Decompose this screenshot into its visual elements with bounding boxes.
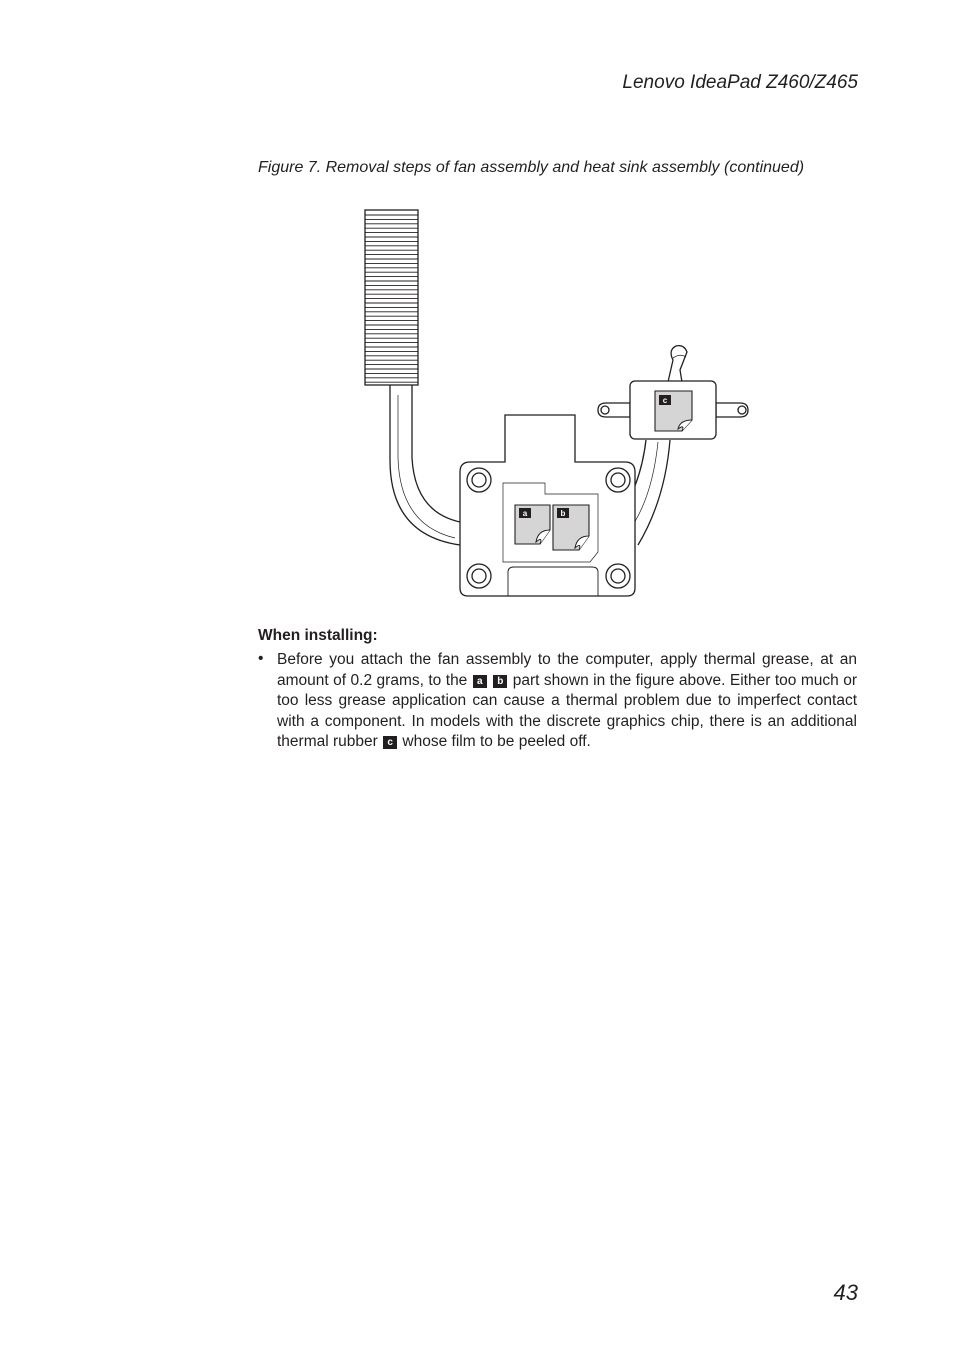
when-installing-heading: When installing: <box>258 627 378 644</box>
radiator-fins <box>365 210 418 385</box>
instruction-text-part-2: part shown in the figure above. Either too much or too less grease application can cause a thermal problem due to imperfect contact with a component. In models with the discrete graphics chip, there is an additional thermal rubber <box>277 671 857 751</box>
thermal-rubber-c <box>655 391 692 431</box>
label-b: b <box>560 509 566 518</box>
bullet-marker: • <box>258 650 264 667</box>
inline-label-b: b <box>493 675 507 688</box>
page-header-title: Lenovo IdeaPad Z460/Z465 <box>622 72 858 93</box>
instruction-text-part-1: Before you attach the fan assembly to the computer, apply thermal grease, at an amount of 0.2 grams, to the <box>277 651 857 689</box>
figure-caption: Figure 7. Removal steps of fan assembly and heat sink assembly (continued) <box>258 159 805 176</box>
page-number: 43 <box>833 1280 858 1305</box>
label-c: c <box>662 396 668 405</box>
installing-instructions <box>277 650 857 753</box>
inline-label-a: a <box>473 675 487 688</box>
inline-label-c: c <box>383 736 397 749</box>
heat-sink-diagram <box>340 200 760 605</box>
instruction-text-part-3: whose film to be peeled off. <box>402 733 591 751</box>
label-a: a <box>522 509 528 518</box>
thermal-pad-a <box>515 505 550 544</box>
thermal-pad-b <box>553 505 589 550</box>
heat-pipe-left <box>390 385 460 545</box>
